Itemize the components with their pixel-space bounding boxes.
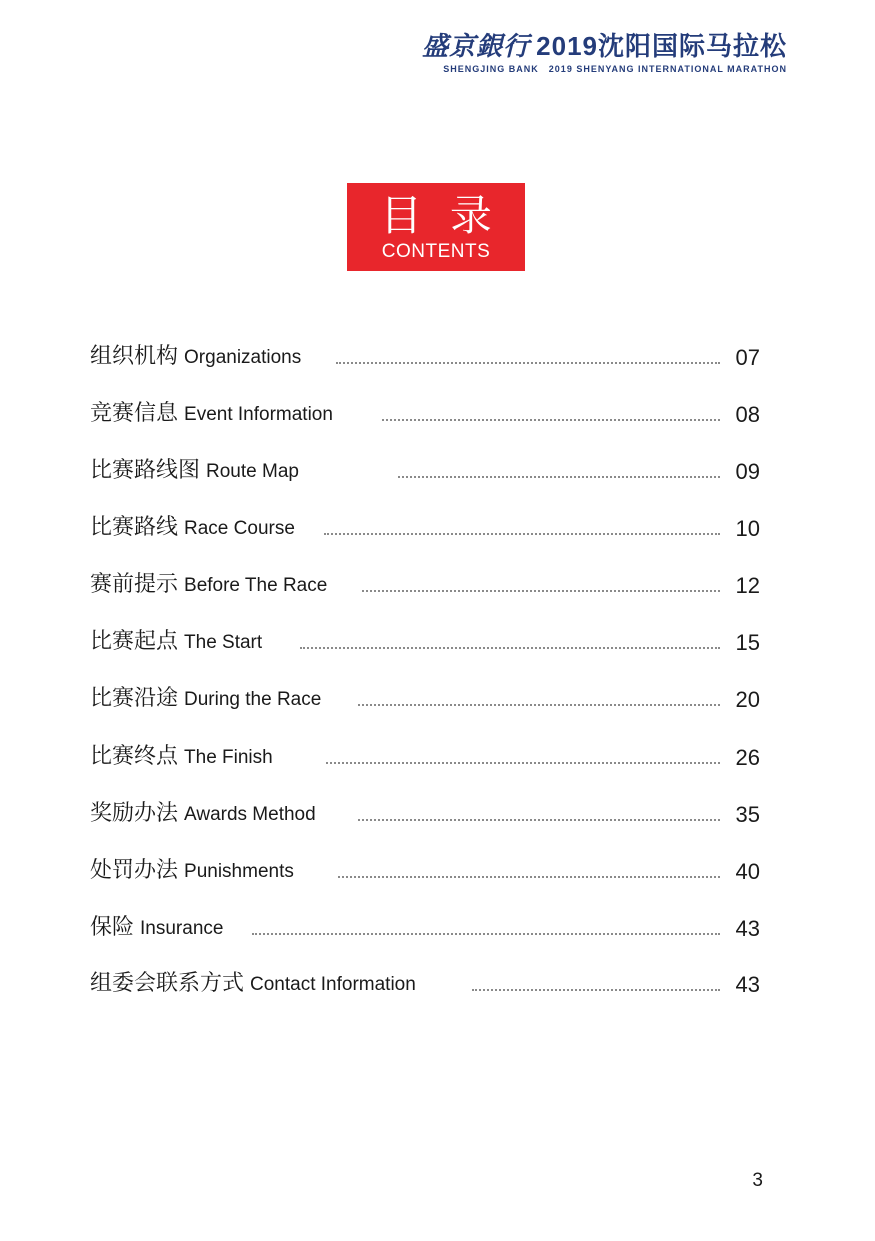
toc-entry-organizations[interactable]: [90, 336, 760, 376]
dot-leader: [398, 476, 720, 478]
toc-entry-page: 40: [735, 859, 760, 884]
toc-entry-title-en: Punishments: [184, 861, 294, 882]
dot-leader: [358, 819, 720, 821]
dot-leader: [324, 533, 720, 535]
bank-name-en: SHENGJING BANK: [443, 64, 539, 74]
toc-entry-page: 08: [735, 402, 760, 427]
toc-entry-title-en: Event Information: [184, 404, 333, 425]
toc-entry-page: 10: [735, 516, 760, 541]
toc-entry-title-cn: 比赛路线图: [90, 457, 201, 482]
contents-title-en: CONTENTS: [381, 241, 491, 262]
toc-entry-title-cn: 组委会联系方式: [90, 970, 245, 995]
toc-entry-before-the-race[interactable]: [90, 564, 760, 604]
toc-entry-title-cn: 比赛路线: [90, 514, 179, 539]
toc-entry-title-en: Awards Method: [184, 804, 316, 825]
bank-name-cn: 盛京銀行: [422, 32, 531, 62]
dot-leader: [326, 762, 720, 764]
dot-leader: [336, 362, 720, 364]
page-number: 3: [752, 1170, 763, 1191]
dot-leader: [382, 419, 720, 421]
toc-entry-label: [90, 450, 299, 493]
toc-entry-page: 15: [735, 630, 760, 655]
toc-entry-title-cn: 保险: [90, 914, 135, 939]
toc-entry-route-map[interactable]: [90, 450, 760, 490]
toc-entry-insurance[interactable]: [90, 907, 760, 947]
toc-entry-title-cn: 比赛起点: [90, 628, 179, 653]
dot-leader: [300, 647, 720, 649]
toc-entry-page: 43: [735, 972, 760, 997]
dot-leader: [362, 590, 720, 592]
toc-entry-label: [90, 736, 273, 779]
dot-leader: [252, 933, 720, 935]
toc-entry-page: 43: [735, 916, 760, 941]
toc-entry-title-cn: 比赛终点: [90, 743, 179, 768]
toc-entry-title-cn: 奖励办法: [90, 800, 179, 825]
toc-entry-label: [90, 336, 301, 379]
dot-leader: [472, 989, 720, 991]
toc-entry-title-cn: 赛前提示: [90, 571, 179, 596]
toc-entry-label: [90, 678, 321, 721]
toc-entry-title-cn: 竞赛信息: [90, 400, 179, 425]
toc-entry-page: 26: [735, 745, 760, 770]
toc-entry-title-en: The Finish: [184, 747, 273, 768]
toc-entry-label: [90, 907, 223, 950]
toc-entry-title-en: Before The Race: [184, 575, 328, 596]
toc-entry-contact-information[interactable]: [90, 963, 760, 1003]
toc-entry-page: 35: [735, 802, 760, 827]
toc-entry-title-en: Insurance: [140, 918, 224, 939]
toc-entry-page: 12: [735, 573, 760, 598]
event-name-cn: 2019沈阳国际马拉松: [536, 31, 787, 61]
toc-entry-label: [90, 793, 316, 836]
toc-entry-title-en: Organizations: [184, 347, 302, 368]
header-title: [422, 30, 787, 63]
toc-entry-title-en: During the Race: [184, 689, 322, 710]
toc-entry-the-finish[interactable]: [90, 736, 760, 776]
toc-entry-label: [90, 621, 262, 664]
toc-entry-label: [90, 963, 416, 1006]
toc-entry-punishments[interactable]: [90, 850, 760, 890]
page-header: [422, 30, 787, 75]
toc-entry-title-cn: 比赛沿途: [90, 685, 179, 710]
toc-entry-title-en: The Start: [184, 632, 263, 653]
toc-entry-title-en: Contact Information: [250, 974, 416, 995]
toc-entry-label: [90, 850, 294, 893]
toc-entry-page: 07: [735, 345, 760, 370]
toc-entry-label: [90, 393, 333, 436]
toc-entry-the-start[interactable]: [90, 621, 760, 661]
event-name-en: 2019 SHENYANG INTERNATIONAL MARATHON: [548, 64, 787, 74]
toc-entry-race-course[interactable]: [90, 507, 760, 547]
contents-title-box: [347, 183, 525, 271]
contents-title-cn: 目 录: [380, 192, 500, 239]
toc-entry-title-cn: 组织机构: [90, 343, 179, 368]
toc-entry-event-information[interactable]: [90, 393, 760, 433]
toc-entry-during-the-race[interactable]: [90, 678, 760, 718]
dot-leader: [338, 876, 720, 878]
toc-entry-page: 09: [735, 459, 760, 484]
toc-entry-title-en: Route Map: [206, 461, 299, 482]
dot-leader: [358, 704, 720, 706]
toc-entry-title-en: Race Course: [184, 518, 295, 539]
toc-entry-awards-method[interactable]: [90, 793, 760, 833]
toc-entry-title-cn: 处罚办法: [90, 857, 179, 882]
header-subtitle: [422, 63, 787, 75]
toc-entry-label: [90, 564, 327, 607]
toc-entry-page: 20: [735, 687, 760, 712]
toc-entry-label: [90, 507, 295, 550]
